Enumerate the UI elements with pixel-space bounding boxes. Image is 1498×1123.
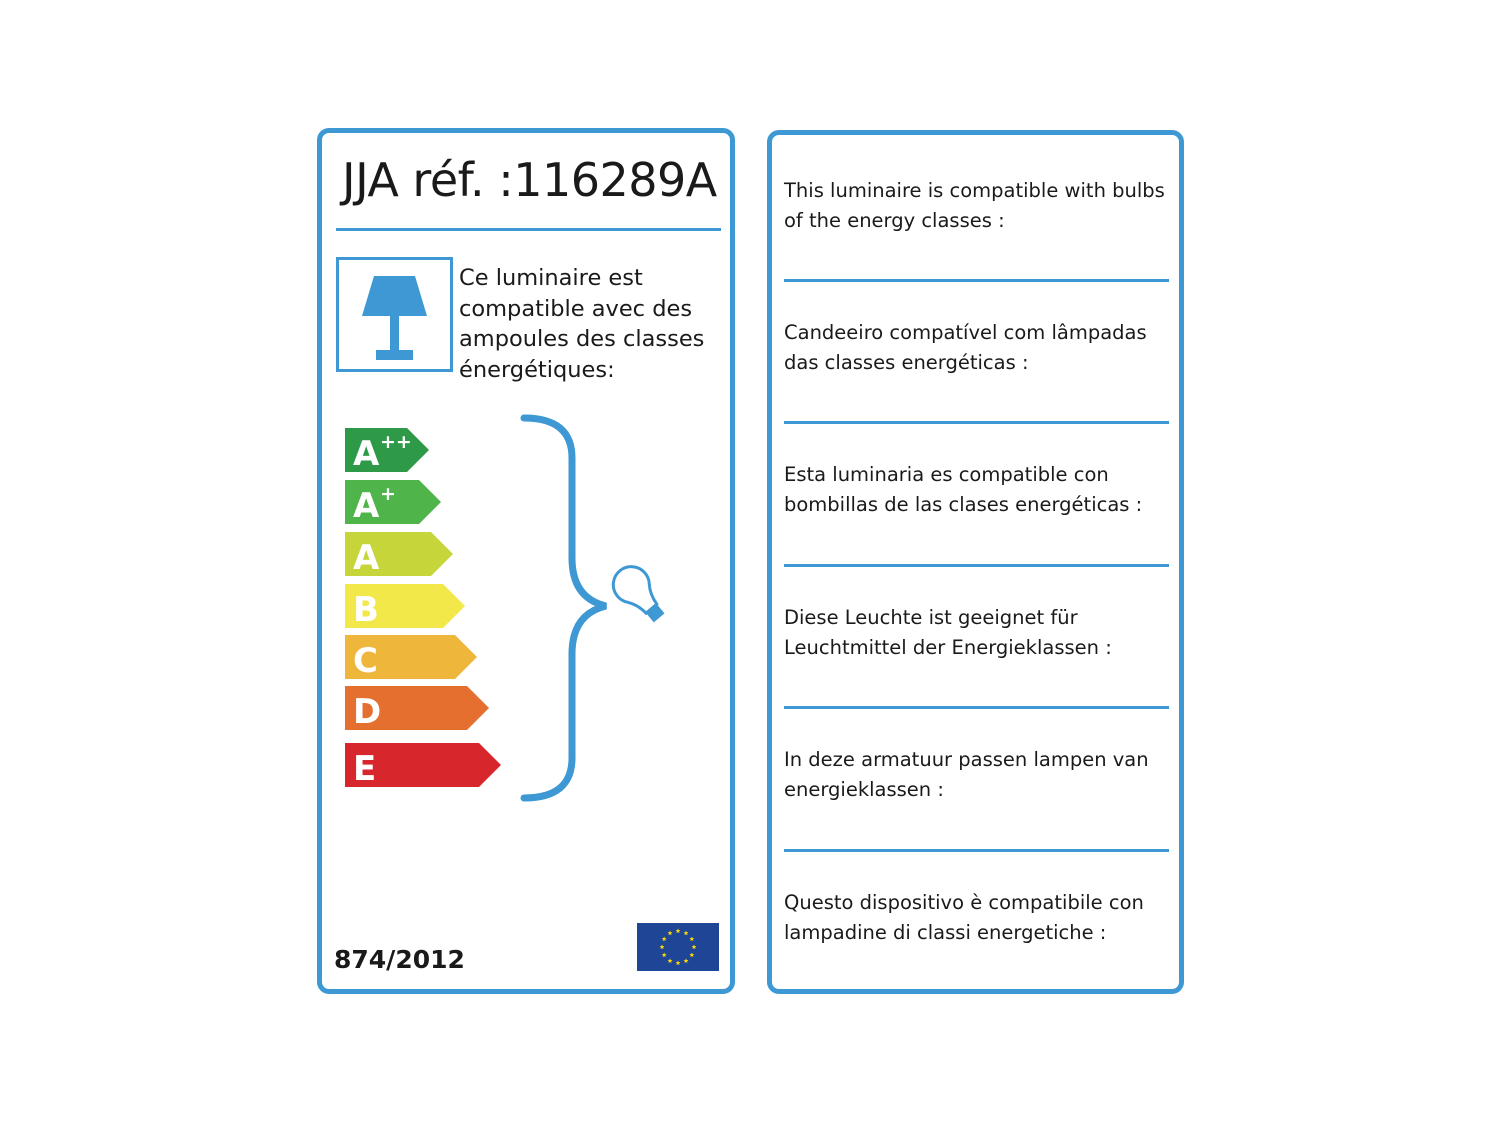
portuguese-compatibility-text: Candeeiro compatível com lâmpadas das classes energéticas : [784, 321, 1147, 374]
energy-class-superscript: + [380, 483, 396, 505]
energy-class-arrows [345, 428, 501, 789]
energy-class-label: E [353, 749, 377, 789]
dutch-compatibility-text: In deze armatuur passen lampen van energieklassen : [784, 748, 1149, 801]
language-divider [784, 706, 1169, 709]
table-lamp-icon [339, 260, 450, 369]
energy-class-label: C [353, 641, 378, 681]
energy-class-label: A [353, 538, 380, 578]
italian-compatibility-text: Questo dispositivo è compatibile con lampadine di classi energetiche : [784, 891, 1144, 944]
product-reference: JJA réf. :116289A [342, 153, 717, 207]
energy-class-label: B [353, 590, 379, 630]
french-energy-label-panel [317, 128, 735, 994]
regulation-number: 874/2012 [334, 945, 465, 974]
energy-class-label: A [353, 486, 380, 526]
curly-brace-icon [524, 418, 606, 798]
eu-flag-icon [637, 923, 719, 971]
german-compatibility-text: Diese Leuchte ist geeignet für Leuchtmittel der Energieklassen : [784, 606, 1112, 659]
language-divider [784, 564, 1169, 567]
spanish-compatibility-text: Esta luminaria es compatible con bombillas de las clases energéticas : [784, 463, 1143, 516]
light-bulb-icon [606, 559, 673, 629]
french-compatibility-text: Ce luminaire est compatible avec des ampoules des classes énergétiques: [459, 265, 705, 383]
english-compatibility-text: This luminaire is compatible with bulbs of the energy classes : [784, 179, 1165, 232]
energy-class-label: A [353, 434, 380, 474]
lamp-icon-frame [336, 257, 453, 372]
title-divider [336, 228, 721, 231]
energy-class-superscript: ++ [380, 431, 412, 453]
language-divider [784, 279, 1169, 282]
energy-class-scale [340, 413, 720, 813]
language-divider [784, 849, 1169, 852]
language-divider [784, 421, 1169, 424]
energy-class-label: D [353, 692, 382, 732]
multilingual-text-panel [767, 130, 1184, 994]
